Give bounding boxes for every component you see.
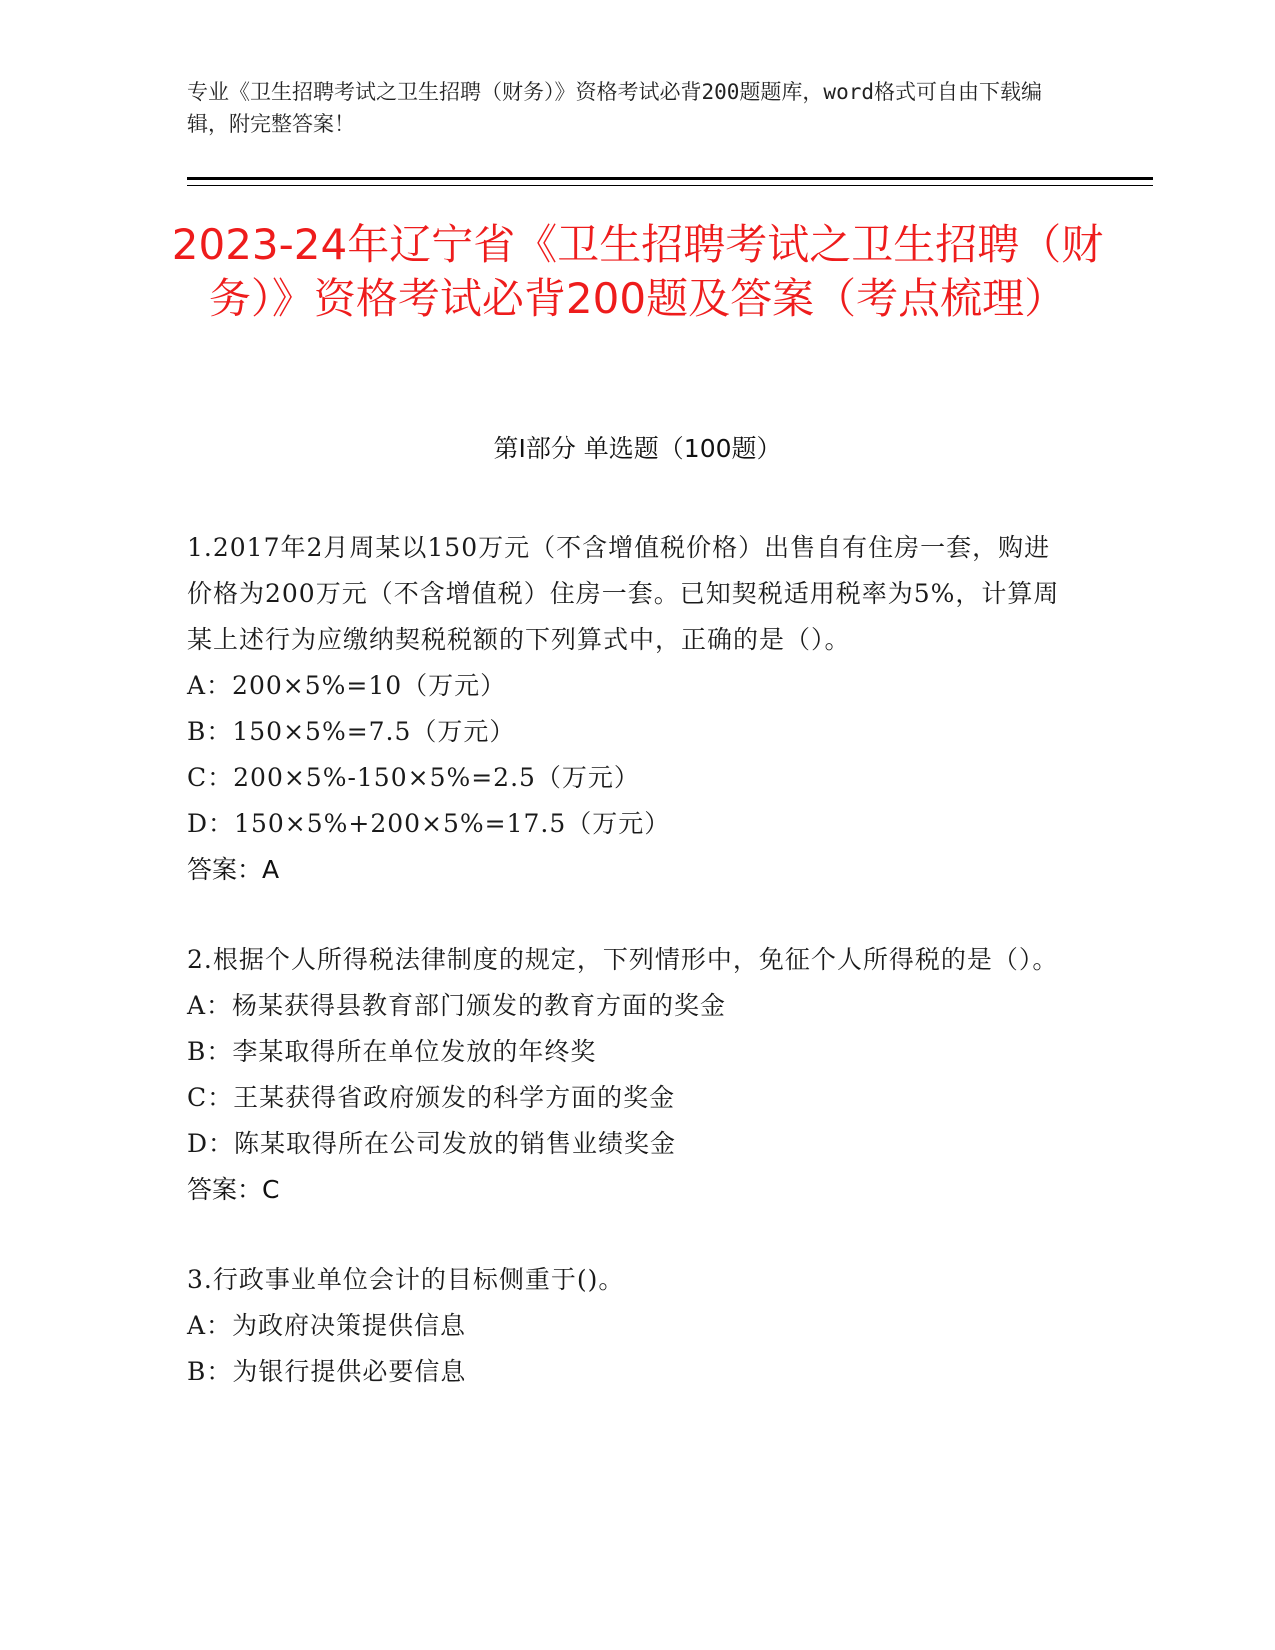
question-2 (187, 937, 1067, 1213)
question-list (187, 525, 1067, 1395)
option-b: B：为银行提供必要信息 (187, 1357, 467, 1386)
question-spacer (187, 893, 1067, 937)
header-divider-thick (187, 177, 1153, 180)
question-stem: 2.根据个人所得税法律制度的规定，下列情形中，免征个人所得税的是（）。 (187, 945, 1059, 974)
question-1 (187, 525, 1067, 893)
question-3 (187, 1257, 1067, 1395)
option-a: A：杨某获得县教育部门颁发的教育方面的奖金 (187, 991, 727, 1020)
option-a: A：200×5%=10（万元） (187, 671, 507, 700)
option-d: D：150×5%+200×5%=17.5（万元） (187, 809, 671, 838)
section-heading: 第I部分 单选题（100题） (493, 434, 782, 463)
document-title: 2023-24年辽宁省《卫生招聘考试之卫生招聘（财务）》资格考试必背200题及答案（考点梳理） (171, 220, 1104, 323)
option-a: A：为政府决策提供信息 (187, 1311, 467, 1340)
answer-line: 答案：A (187, 855, 280, 884)
option-b: B：李某取得所在单位发放的年终奖 (187, 1037, 597, 1066)
header-divider-thin (187, 185, 1153, 186)
option-c: C：王某获得省政府颁发的科学方面的奖金 (187, 1083, 676, 1112)
option-c: C：200×5%-150×5%=2.5（万元） (187, 763, 640, 792)
header-note: 专业《卫生招聘考试之卫生招聘（财务）》资格考试必背200题题库，word格式可自由下载编辑，附完整答案！ (187, 80, 1042, 136)
question-stem: 1.2017年2月周某以150万元（不含增值税价格）出售自有住房一套，购进价格为200万元（不含增值税）住房一套。已知契税适用税率为5%，计算周某上述行为应缴纳契税税额的下列算式中，正确的是（）。 (187, 533, 1060, 654)
option-b: B：150×5%=7.5（万元） (187, 717, 516, 746)
question-spacer (187, 1213, 1067, 1257)
answer-line: 答案：C (187, 1175, 280, 1204)
question-stem: 3.行政事业单位会计的目标侧重于()。 (187, 1265, 625, 1294)
option-d: D：陈某取得所在公司发放的销售业绩奖金 (187, 1129, 677, 1158)
